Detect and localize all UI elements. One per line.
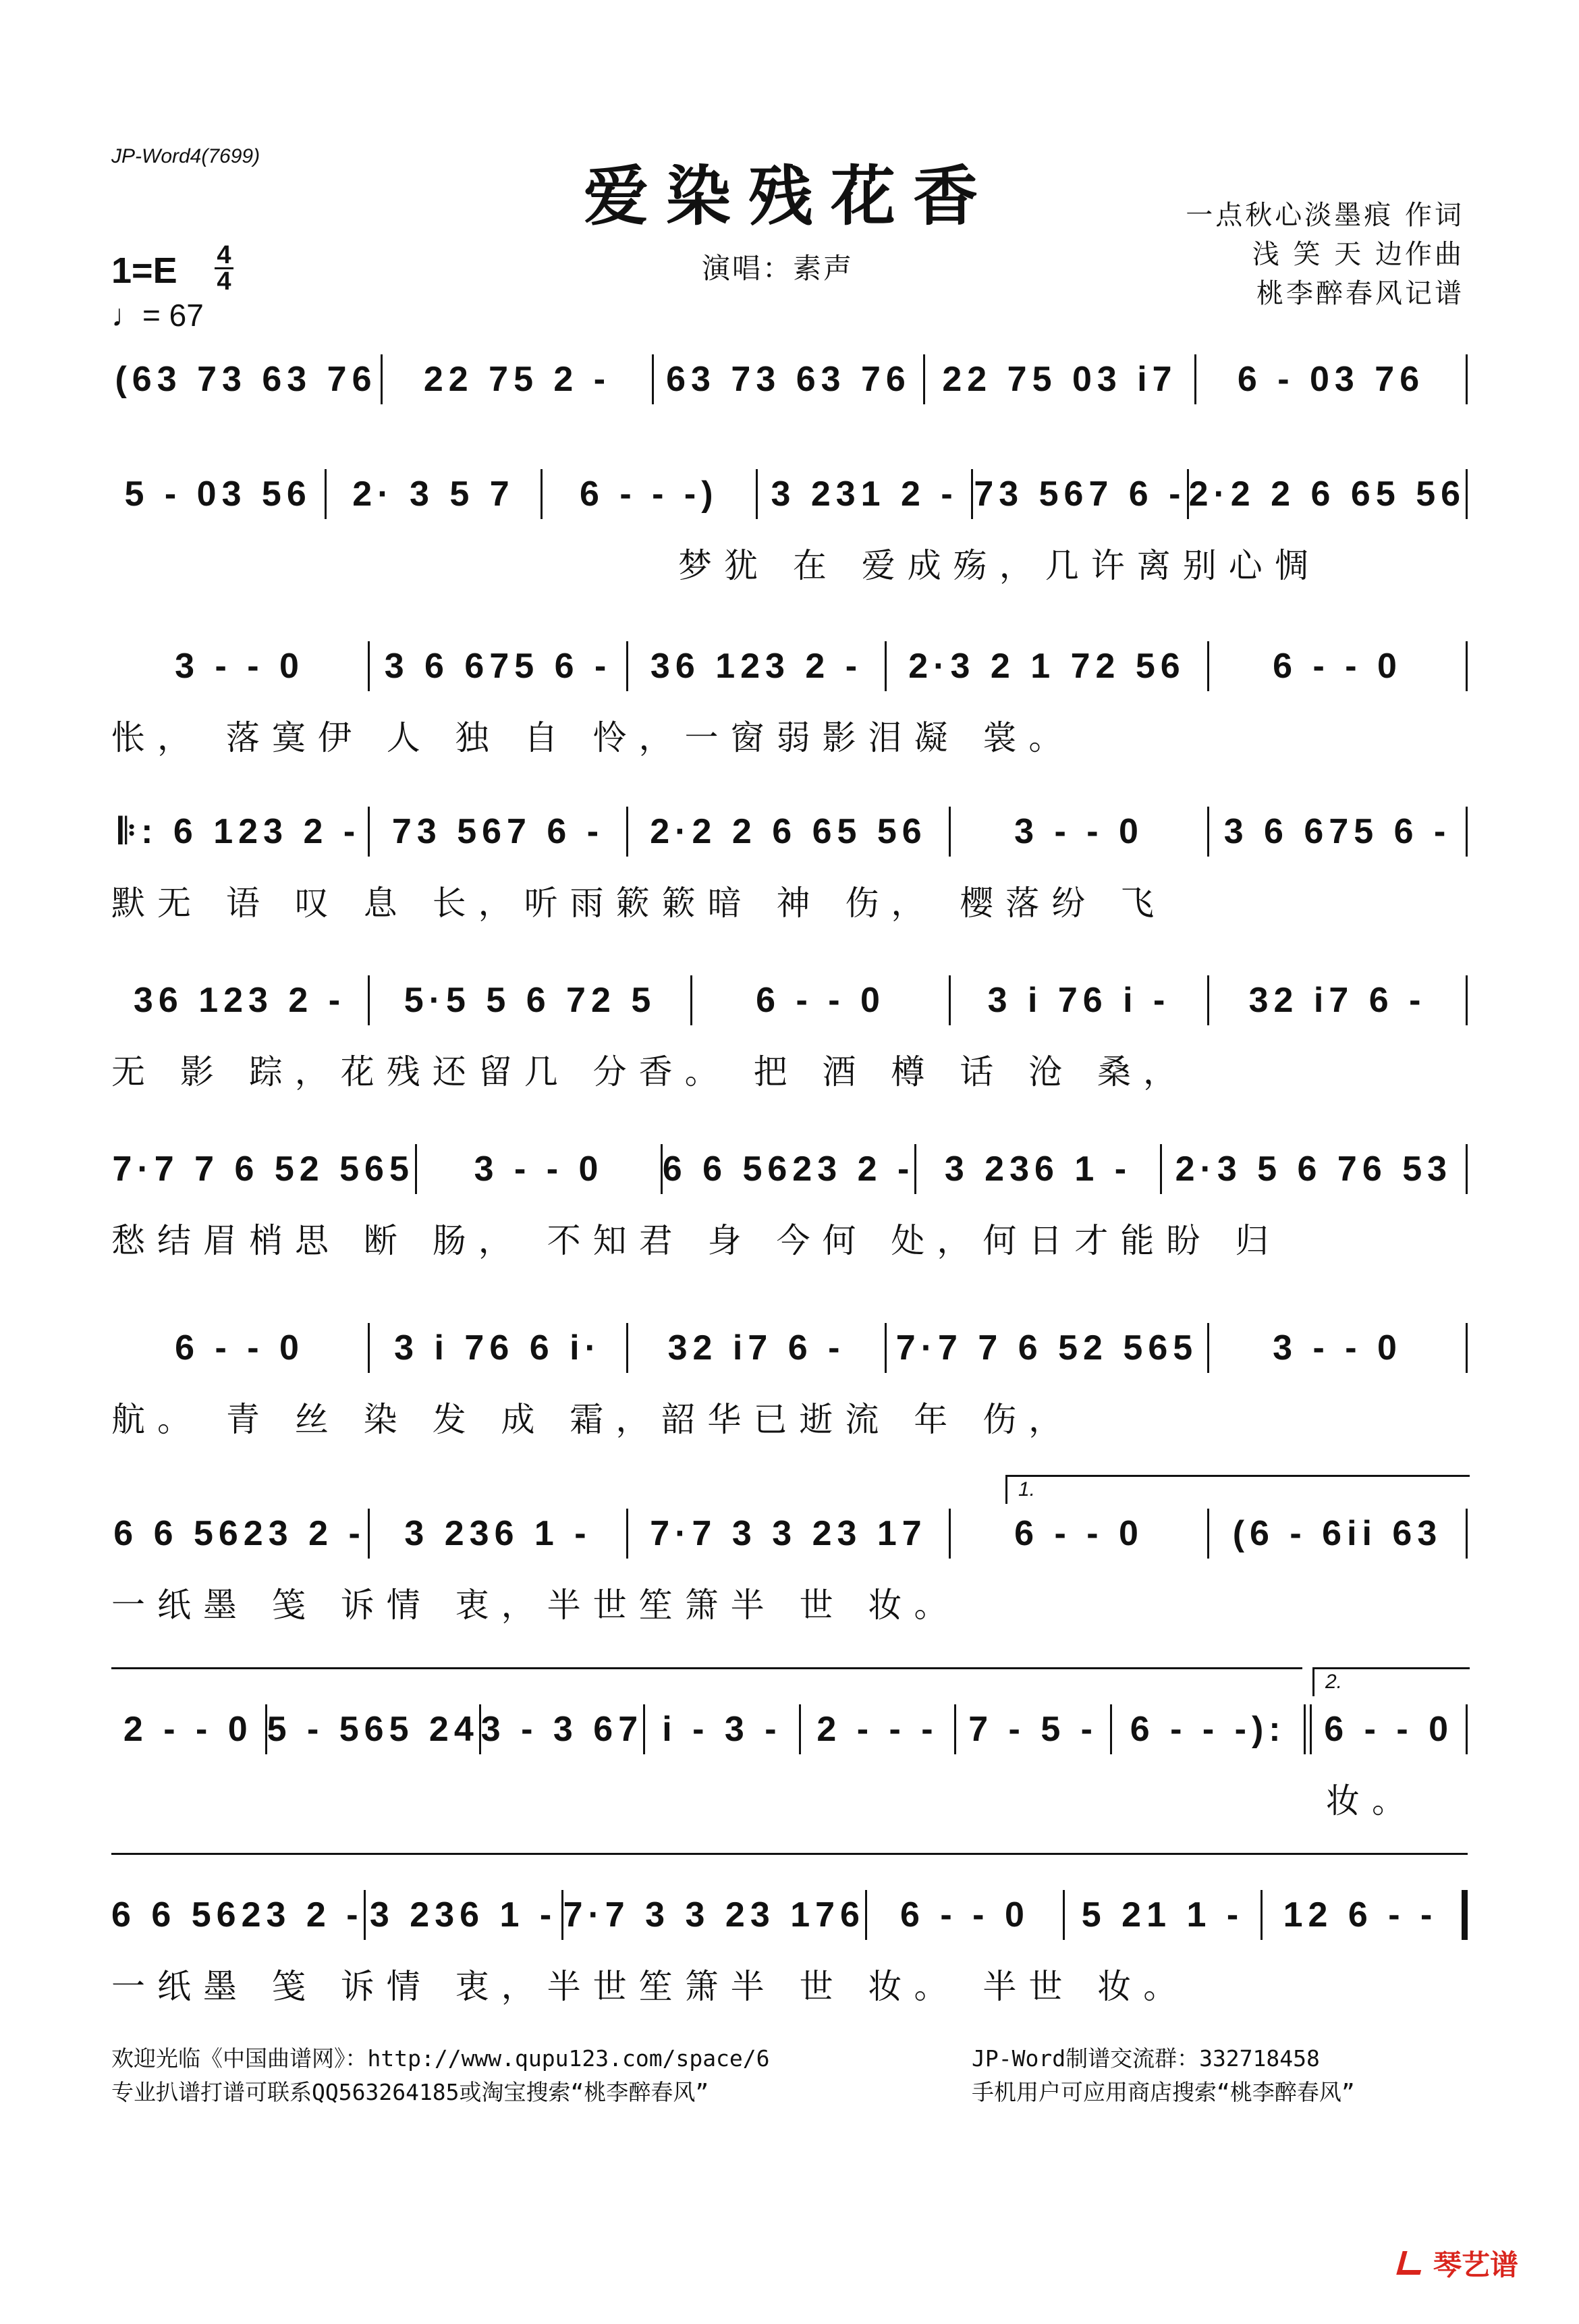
score-row	[111, 351, 1468, 408]
score-row	[111, 972, 1468, 1093]
footer-contact: 专业扒谱打谱可联系QQ563264185或淘宝搜索“桃李醉春风”	[111, 2079, 709, 2105]
measure: 5 21 1 -	[1081, 1895, 1244, 1935]
credits	[1186, 196, 1464, 313]
score-row	[111, 466, 1468, 587]
volta-1-bracket	[1005, 1475, 1470, 1504]
key-signature: 1=E	[111, 250, 177, 291]
song-title: 爱染残花香	[584, 158, 995, 234]
brand-mark-icon	[1397, 2248, 1426, 2278]
measure: 5 - 565 24	[267, 1710, 479, 1749]
measure: 2·3 5 6 76 53	[1175, 1150, 1453, 1189]
measure: 3 - - 0	[1273, 1328, 1402, 1368]
composer-credit: 浅 笑 天 边作曲	[1252, 239, 1464, 270]
measure: 12 6 - -	[1283, 1895, 1438, 1935]
footer-app: 手机用户可应用商店搜索“桃李醉春风”	[972, 2079, 1355, 2105]
measure: 7·7 7 6 52 565	[112, 1150, 414, 1189]
brand-name: 琴艺谱	[1433, 2248, 1518, 2281]
measure: 32 i7 6 -	[667, 1328, 846, 1368]
measure: 2·2 2 6 65 56	[1188, 475, 1466, 514]
measure: 6 - - 0	[1014, 1514, 1144, 1553]
footer-right	[972, 2042, 1355, 2109]
measure: i - 3 -	[662, 1710, 782, 1749]
tempo-marking	[111, 297, 204, 333]
measure: 2 - - -	[816, 1710, 939, 1749]
brand-logo	[1397, 2243, 1518, 2284]
measure: 6 6 5623 2 -	[111, 1895, 364, 1935]
measure: 3 6 675 6 -	[1223, 812, 1451, 851]
measure: 7 - 5 -	[968, 1710, 1099, 1749]
measure: 6 - - 0	[1273, 647, 1402, 686]
measure: 73 567 6 -	[974, 475, 1186, 514]
score-row	[111, 1505, 1468, 1627]
time-signature-top: 4	[217, 241, 231, 269]
lyrics-line: 无 影 踪，花残还留几 分香。 把 酒 樽 话 沧 桑，	[111, 1052, 1190, 1091]
measure: 32 i7 6 -	[1248, 981, 1426, 1020]
lyrics-line: 愁结眉梢思 断 肠， 不知君 身 今何 处，何日才能盼 归	[111, 1221, 1281, 1260]
measure: 6 - - 0	[1324, 1710, 1454, 1749]
lyrics-line: 怅， 落寞伊 人 独 自 怜，一窗弱影泪凝 裳。	[111, 718, 1075, 757]
tempo-value: = 67	[142, 298, 204, 333]
measure: 6 6 5623 2 -	[662, 1150, 915, 1189]
measure: 3 i 76 6 i·	[394, 1328, 602, 1368]
measure: 3 - - 0	[474, 1150, 604, 1189]
measure: 2· 3 5 7	[352, 475, 515, 514]
measure: 2·3 2 1 72 56	[908, 647, 1186, 686]
measure: 3 - - 0	[1014, 812, 1144, 851]
measure: 6 - - 0	[900, 1895, 1030, 1935]
score-row	[111, 1320, 1468, 1441]
volta-2-bracket	[1312, 1667, 1470, 1696]
volta-2-label: 2.	[1325, 1671, 1343, 1693]
measure: 3 - - 0	[175, 647, 304, 686]
measure: 36 123 2 -	[650, 647, 863, 686]
measure: 22 75 03 i7	[942, 360, 1178, 399]
lyrics-line: 梦犹 在 爱成殇，几许离别心惆	[678, 546, 1321, 585]
measure: 2 - - 0	[123, 1710, 253, 1749]
measure: 3 - 3 67	[480, 1710, 644, 1749]
lyrics-line: 一纸墨 笺 诉情 衷，半世笙箫半 世 妆。 半世 妆。	[111, 1967, 1190, 2006]
measure: (6 - 6ii 63	[1232, 1514, 1443, 1553]
measure: 6 - - -)	[580, 475, 719, 514]
lyrics-line: 航。 青 丝 染 发 成 霜，韶华已逝流 年 伤，	[111, 1400, 1075, 1439]
measure: 6 - - -):	[1130, 1710, 1286, 1749]
measure: 7·7 3 3 23 17	[650, 1514, 927, 1553]
measure: (63 73 63 76	[115, 360, 377, 399]
lyrics-line: 妆。	[1326, 1781, 1418, 1820]
measure: 3 6 675 6 -	[384, 647, 612, 686]
measure: 5 - 03 56	[124, 475, 312, 514]
time-signature	[215, 243, 233, 294]
volta-1-continuation-line	[111, 1667, 1302, 1669]
software-label: JP-Word4(7699)	[111, 145, 260, 167]
footer-website: 欢迎光临《中国曲谱网》：http://www.qupu123.com/space/6	[111, 2045, 770, 2072]
measure: 3 236 1 -	[369, 1895, 557, 1935]
measure: 7·7 7 6 52 565	[895, 1328, 1198, 1368]
lyricist-credit: 一点秋心淡墨痕 作词	[1186, 200, 1464, 231]
measure: 3 236 1 -	[944, 1150, 1132, 1189]
measure: 73 567 6 -	[391, 812, 605, 851]
measure: 63 73 63 76	[666, 360, 911, 399]
coda-line	[111, 1853, 1468, 1855]
score-row	[111, 638, 1468, 759]
measure: 2·2 2 6 65 56	[650, 812, 927, 851]
measure: 5·5 5 6 72 5	[404, 981, 657, 1020]
singer: 演唱：素声	[702, 252, 854, 285]
footer-group: JP-Word制谱交流群：332718458	[972, 2045, 1320, 2072]
measure: 3 231 2 -	[771, 475, 958, 514]
measure: 6 - 03 76	[1237, 360, 1425, 399]
time-signature-bottom: 4	[217, 267, 231, 296]
score-row	[111, 1701, 1468, 1822]
measure: 7·7 3 3 23 176	[563, 1895, 865, 1935]
measure: 6 - - 0	[756, 981, 885, 1020]
measure: 𝄆: 6 123 2 -	[118, 811, 361, 851]
measure: 3 i 76 i -	[987, 981, 1171, 1020]
transcriber-credit: 桃李醉春风记谱	[1256, 278, 1464, 309]
final-barline	[1462, 1890, 1468, 1940]
lyrics-line: 默无 语 叹 息 长，听雨簌簌暗 神 伤， 樱落纷 飞	[111, 884, 1167, 923]
measure: 3 236 1 -	[404, 1514, 592, 1553]
measure: 36 123 2 -	[133, 981, 346, 1020]
score-row	[111, 1141, 1468, 1262]
score-row	[111, 803, 1468, 925]
score-row	[111, 1887, 1468, 2008]
volta-1-label: 1.	[1018, 1478, 1036, 1501]
lyrics-line: 一纸墨 笺 诉情 衷，半世笙箫半 世 妆。	[111, 1586, 960, 1625]
measure: 6 - - 0	[175, 1328, 304, 1368]
measure: 22 75 2 -	[423, 360, 611, 399]
footer-left	[111, 2042, 770, 2109]
measure: 6 6 5623 2 -	[113, 1514, 366, 1553]
quarter-note-icon: ♩	[111, 298, 142, 333]
